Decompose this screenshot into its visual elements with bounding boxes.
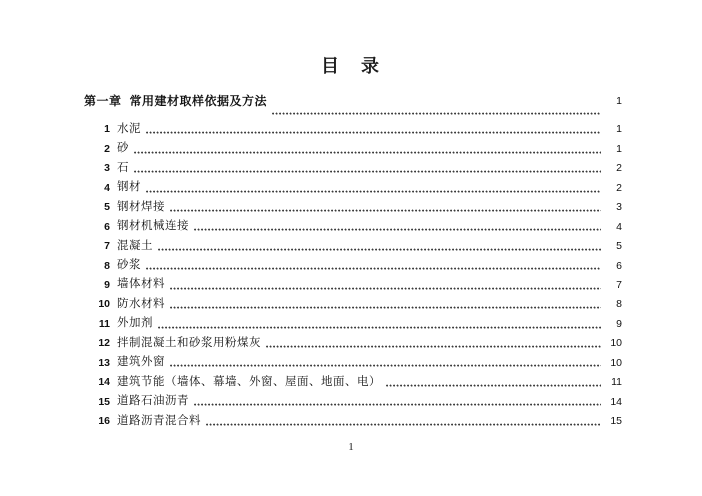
dot-leader: [158, 248, 601, 252]
toc-entry-page: 11: [611, 376, 622, 389]
toc-entry-page: 9: [616, 317, 622, 330]
toc-entry-number: 11: [98, 317, 110, 330]
toc-entry-number: 1: [104, 123, 110, 136]
dot-leader: [170, 364, 601, 368]
toc-entry-title: 道路沥青混合料: [117, 414, 201, 427]
toc-entry-page: 14: [610, 395, 622, 408]
table-of-contents: [84, 92, 622, 431]
toc-entry: [84, 314, 622, 333]
toc-entry: [84, 217, 622, 236]
toc-entry-title: 防水材料: [117, 297, 165, 310]
toc-entry-page: 1: [616, 123, 622, 136]
toc-entry: [84, 256, 622, 275]
dot-leader: [266, 345, 601, 349]
toc-entry-title: 砂: [117, 142, 129, 155]
toc-chapter-label: 第一章: [84, 94, 122, 108]
toc-entry: [84, 276, 622, 295]
toc-entry-page: 3: [616, 201, 622, 214]
toc-entry: [84, 412, 622, 431]
toc-entry-page: 4: [616, 220, 622, 233]
toc-entry-number: 4: [104, 181, 110, 194]
toc-entry-title: 石: [117, 161, 129, 174]
toc-entry-number: 14: [98, 376, 110, 389]
toc-entry: [84, 159, 622, 178]
toc-entry-number: 9: [104, 278, 110, 291]
toc-entry-number: 7: [104, 240, 110, 253]
toc-entry-title: 外加剂: [117, 317, 153, 330]
dot-leader: [146, 190, 601, 194]
toc-entry-page: 7: [616, 278, 622, 291]
toc-entry-number: 13: [98, 356, 110, 369]
toc-entry-title: 钢材焊接: [117, 200, 165, 213]
toc-entry-title: 拌制混凝土和砂浆用粉煤灰: [117, 336, 261, 349]
toc-entry-number: 5: [104, 201, 110, 214]
dot-leader: [134, 170, 601, 174]
toc-entry: [84, 178, 622, 197]
toc-entry-page: 1: [616, 142, 622, 155]
dot-leader: [146, 267, 601, 271]
toc-entry: [84, 120, 622, 139]
dot-leader: [194, 403, 601, 407]
dot-leader: [170, 209, 601, 213]
toc-chapter-page: 1: [616, 95, 622, 107]
toc-entry-page: 5: [616, 240, 622, 253]
toc-entry-number: 12: [98, 337, 110, 350]
toc-entry: [84, 373, 622, 392]
toc-entry: [84, 237, 622, 256]
dot-leader: [158, 326, 601, 330]
toc-entry-number: 15: [98, 395, 110, 408]
dot-leader: [206, 423, 601, 427]
toc-entry: [84, 334, 622, 353]
toc-entry-page: 2: [616, 181, 622, 194]
toc-chapter-title: 常用建材取样依据及方法: [129, 94, 268, 108]
page-title: 目 录: [321, 56, 381, 76]
toc-entry-number: 8: [104, 259, 110, 272]
toc-entry-title: 水泥: [117, 122, 141, 135]
toc-chapter-entry: [84, 92, 622, 120]
toc-entry: [84, 295, 622, 314]
toc-entry-number: 3: [104, 162, 110, 175]
toc-entry-title: 建筑节能（墙体、幕墙、外窗、屋面、地面、电）: [117, 375, 381, 388]
toc-entry-number: 2: [104, 142, 110, 155]
footer-page-number: 1: [348, 441, 354, 453]
toc-entry-page: 8: [616, 298, 622, 311]
dot-leader: [134, 151, 601, 155]
toc-entry-page: 10: [610, 356, 622, 369]
toc-entry: [84, 353, 622, 372]
toc-entry: [84, 139, 622, 158]
toc-entry-title: 建筑外窗: [117, 356, 165, 369]
toc-entry-number: 6: [104, 220, 110, 233]
dot-leader: [170, 306, 601, 310]
toc-entry-title: 道路石油沥青: [117, 395, 189, 408]
toc-entry-title: 钢材: [117, 181, 141, 194]
toc-entry: [84, 198, 622, 217]
toc-entry-title: 墙体材料: [117, 278, 165, 291]
toc-entry-page: 15: [610, 415, 622, 428]
dot-leader: [272, 112, 601, 116]
toc-entry-title: 砂浆: [117, 259, 141, 272]
toc-entry-page: 2: [616, 162, 622, 175]
toc-entry-page: 10: [610, 337, 622, 350]
toc-entry-number: 10: [98, 298, 110, 311]
dot-leader: [194, 228, 601, 232]
toc-entry-title: 混凝土: [117, 239, 153, 252]
dot-leader: [170, 287, 601, 291]
toc-entry: [84, 392, 622, 411]
toc-entry-title: 钢材机械连接: [117, 220, 189, 233]
dot-leader: [146, 131, 601, 135]
toc-entry-number: 16: [98, 415, 110, 428]
dot-leader: [386, 384, 601, 388]
toc-entry-page: 6: [616, 259, 622, 272]
